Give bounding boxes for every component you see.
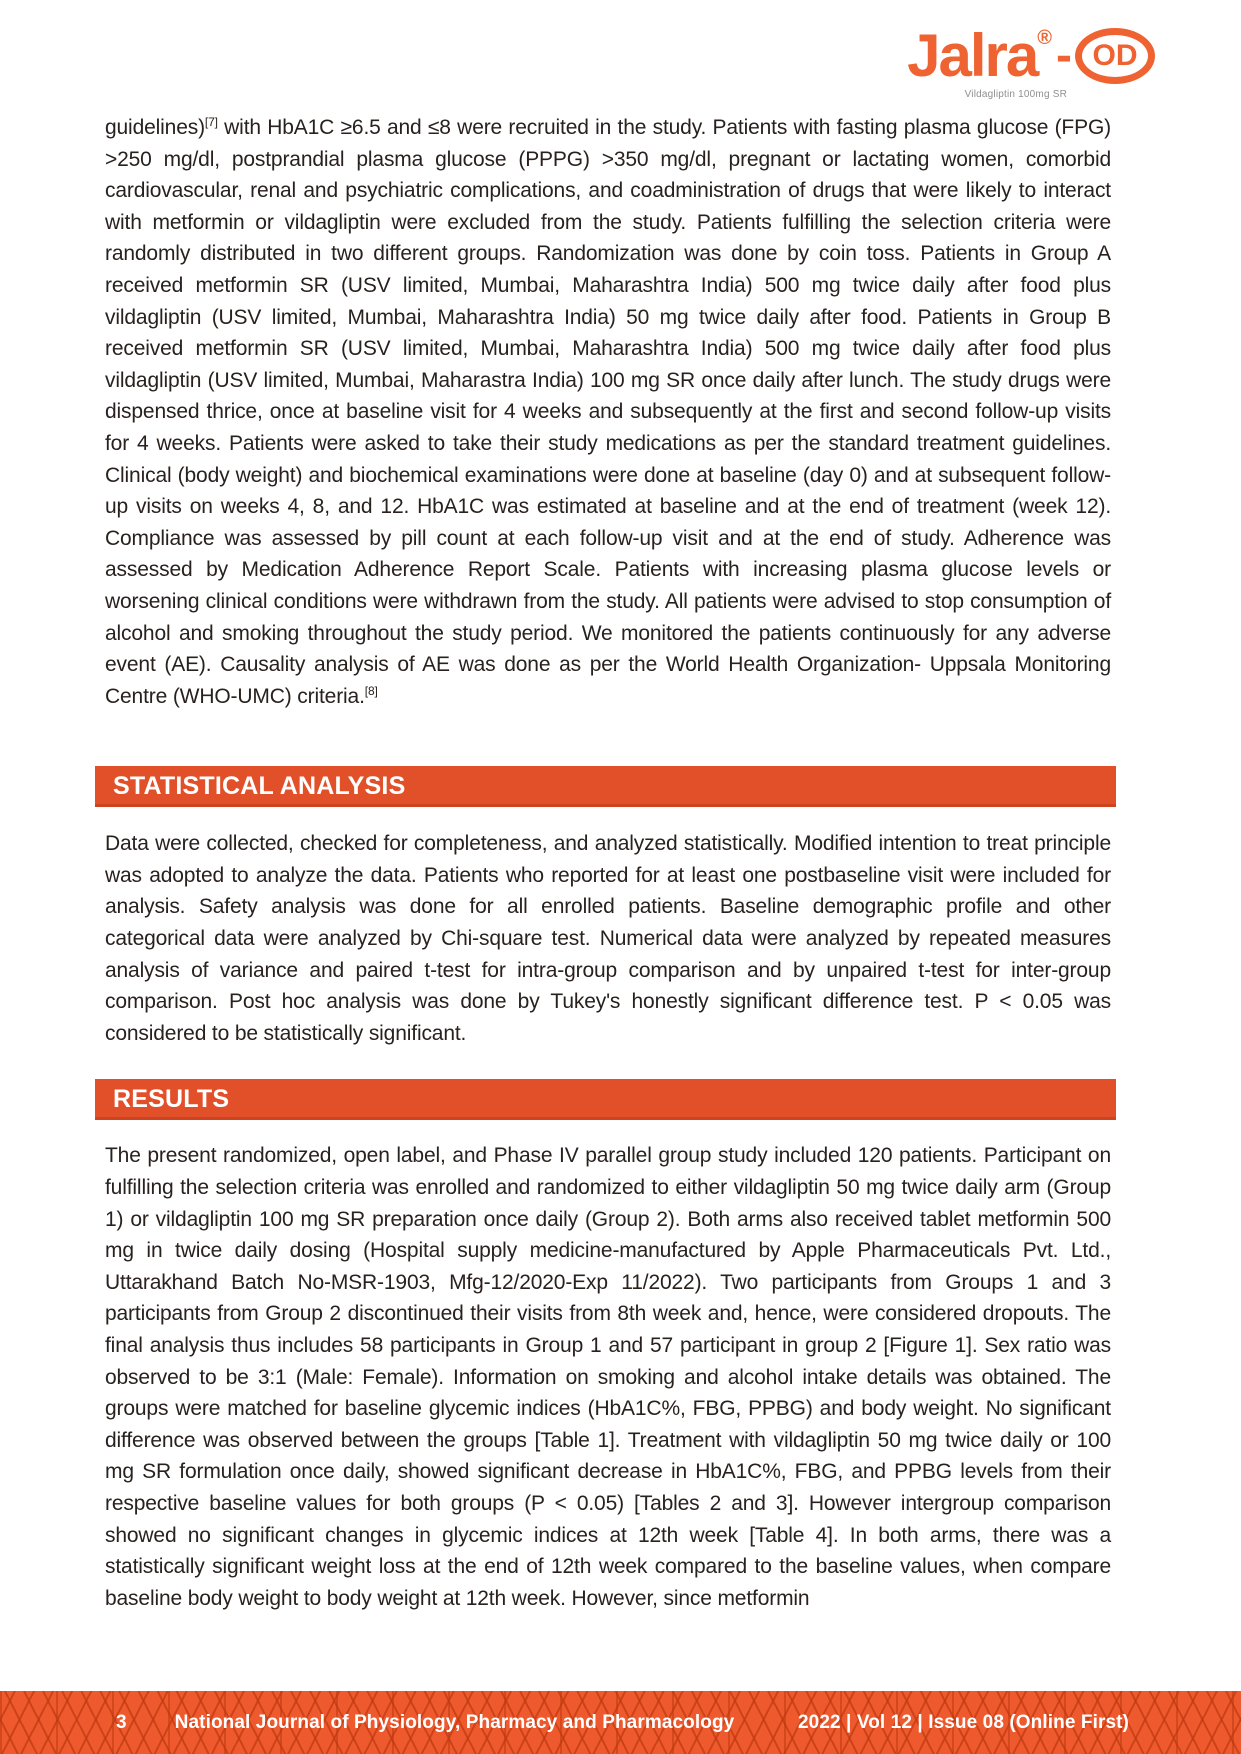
section-heading-statistical-analysis: STATISTICAL ANALYSIS bbox=[95, 766, 1116, 807]
logo-tagline: Vildagliptin 100mg SR bbox=[964, 89, 1067, 100]
methods-paragraph bbox=[105, 112, 1111, 712]
footer-bar bbox=[0, 1691, 1241, 1754]
logo-dash: - bbox=[1056, 29, 1072, 82]
issue-info: 2022 | Vol 12 | Issue 08 (Online First) bbox=[798, 1711, 1129, 1733]
article-body bbox=[105, 112, 1111, 1614]
od-oval-badge: OD bbox=[1075, 28, 1155, 84]
page-number: 3 bbox=[116, 1711, 127, 1733]
results-paragraph: The present randomized, open label, and Phase IV parallel group study included 120 patients. Participant on fulfilling the selection criteria was enrolled and randomized to either vildagliptin 50 mg twice daily arm (Group 1) or vildagliptin 100 mg SR preparation once daily (Group 2). Both arms also received tablet metformin 500 mg in twice daily dosing (Hospital supply medicine-manufactured by Apple Pharmaceuticals Pvt. Ltd., Uttarakhand Batch No-MSR-1903, Mfg-12/2020-Exp 11/2022). Two participants from Groups 1 and 3 participants from Group 2 discontinued their visits from 8th week and, hence, were considered dropouts. The final analysis thus includes 58 participants in Group 1 and 57 participant in group 2 [Figure 1]. Sex ratio was observed to be 3:1 (Male: Female). Information on smoking and alcohol intake details was obtained. The groups were matched for baseline glycemic indices (HbA1C%, FBG, PPBG) and body weight. No significant difference was observed between the groups [Table 1]. Treatment with vildagliptin 50 mg twice daily or 100 mg SR formulation once daily, showed significant decrease in HbA1C%, FBG, and PPBG levels from their respective baseline values for both groups (P < 0.05) [Tables 2 and 3]. However intergroup comparison showed no significant changes in glycemic indices at 12th week [Table 4]. In both arms, there was a statistically significant weight loss at the end of 12th week compared to the baseline values, when compare baseline body weight to body weight at 12th week. However, since metformin bbox=[105, 1144, 1111, 1610]
jalra-od-logo bbox=[907, 22, 1155, 100]
registered-trademark-icon: ® bbox=[1037, 27, 1053, 49]
journal-name: National Journal of Physiology, Pharmacy and Pharmacology bbox=[174, 1711, 735, 1733]
statistical-analysis-paragraph: Data were collected, checked for completeness, and analyzed statistically. Modified intention to treat principle was adopted to analyze the data. Patients who reported for at least one postbaseline visit were included for analysis. Safety analysis was done for all enrolled patients. Baseline demographic profile and other categorical data were analyzed by Chi-square test. Numerical data were analyzed by repeated measures analysis of variance and paired t-test for intra-group comparison and by unpaired t-test for inter-group comparison. Post hoc analysis was done by Tukey's honestly significant difference test. P < 0.05 was considered to be statistically significant. bbox=[105, 832, 1111, 1045]
reference-7-superscript: [7] bbox=[204, 115, 218, 129]
logo-wordmark bbox=[907, 22, 1155, 89]
logo-brand-text: Jalra bbox=[907, 22, 1038, 89]
paragraph-text: with HbA1C ≥6.5 and ≤8 were recruited in the study. Patients with fasting plasma glucose (FPG) >250 mg/dl, postprandial plasma glucose (PPPG) >350 mg/dl, pregnant or lactating women, comorbid cardiovascular, renal and psychiatric complications, and coadministration of drugs that were likely to interact with metformin or vildagliptin were excluded from the study. Patients fulfilling the selection criteria were randomly distributed in two different groups. Randomization was done by coin toss. Patients in Group A received metformin SR (USV limited, Mumbai, Maharashtra India) 500 mg twice daily after food plus vildagliptin (USV limited, Mumbai, Maharashtra India) 50 mg twice daily after food. Patients in Group B received metformin SR (USV limited, Mumbai, Maharashtra India) 500 mg twice daily after food plus vildagliptin (USV limited, Mumbai, Maharastra India) 100 mg SR once daily after lunch. The study drugs were dispensed thrice, once at baseline visit for 4 weeks and subsequently at the first and second follow-up visits for 4 weeks. Patients were asked to take their study medications as per the standard treatment guidelines. Clinical (body weight) and biochemical examinations were done at baseline (day 0) and at subsequent follow-up visits on weeks 4, 8, and 12. HbA1C was estimated at baseline and at the end of treatment (week 12). Compliance was assessed by pill count at each follow-up visit and at the end of study. Adherence was assessed by Medication Adherence Report Scale. Patients with increasing plasma glucose levels or worsening clinical conditions were withdrawn from the study. All patients were advised to stop consumption of alcohol and smoking throughout the study period. We monitored the patients continuously for any adverse event (AE). Causality analysis of AE was done as per the World Health Organization- Uppsala Monitoring Centre (WHO-UMC) criteria. bbox=[105, 116, 1111, 708]
paragraph-lead: guidelines) bbox=[105, 116, 205, 139]
footer-content bbox=[0, 1691, 1241, 1754]
reference-8-superscript: [8] bbox=[364, 683, 378, 698]
section-heading-results: RESULTS bbox=[95, 1079, 1116, 1120]
